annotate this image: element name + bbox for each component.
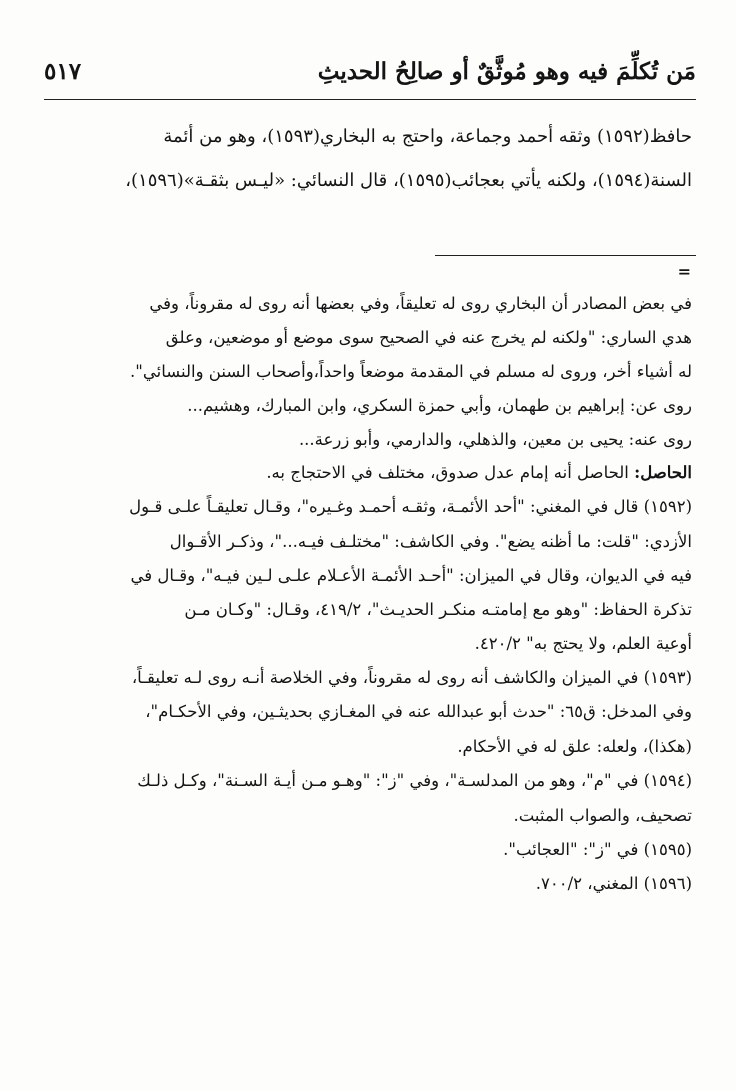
running-header xyxy=(44,58,696,92)
footnote-continuation-line: في بعض المصادر أن البخاري روى له تعليقاً، وفي بعضها أنه روى له مقروناً، وفي xyxy=(149,294,692,313)
footnote-separator xyxy=(435,255,696,256)
footnote-continuation-line: له أشياء أخر، وروى له مسلم في المقدمة موضعاً واحداً،وأصحاب السنن والنسائي". xyxy=(130,362,692,381)
footnote-1594-line: (١٥٩٤) في "م"، وهو من المدلسـة"، وفي "ز": "وهـو مـن أيـة السـنة"، وكـل ذلـك xyxy=(137,771,692,790)
footnote-1593-line: وفي المدخل: ق٦٥: "حدث أبو عبدالله عنه في المغـازي بحديثـين، وفي الأحكـام"، xyxy=(145,702,692,721)
main-text-line: السنة(١٥٩٤)، ولكنه يأتي بعجائب(١٥٩٥)، قال النسائي: «ليـس بثقـة»(١٥٩٦)، xyxy=(125,170,692,191)
continuation-mark: = xyxy=(677,262,691,281)
footnote-1593-line: (هكذا)، ولعله: علق له في الأحكام. xyxy=(457,737,692,756)
summary-line xyxy=(40,459,692,487)
summary-label: الحاصل: xyxy=(634,463,692,482)
summary-text: الحاصل أنه إمام عدل صدوق، مختلف في الاحتجاج به. xyxy=(266,463,635,482)
footnote-1592-line: أوعية العلم، ولا يحتج به" ٤٢٠/٢. xyxy=(474,634,692,653)
footnote-1593-line: (١٥٩٣) في الميزان والكاشف أنه روى له مقروناً، وفي الخلاصة أنـه روى لـه تعليقـاً، xyxy=(131,668,692,687)
footnote-1595-line: (١٥٩٥) في "ز": "العجائب". xyxy=(503,840,692,859)
main-text-line: حافظ(١٥٩٢) وثقه أحمد وجماعة، واحتج به البخاري(١٥٩٣)، وهو من أئمة xyxy=(163,126,692,147)
footnote-1594-line: تصحيف، والصواب المثبت. xyxy=(513,806,692,825)
footnote-1592-line: (١٥٩٢) قال في المغني: "أحد الأئمـة، وثقـه أحمـد وغـيره"، وقـال تعليقـاً علـى قـول xyxy=(129,497,692,516)
footnote-1596-line: (١٥٩٦) المغني، ٧٠٠/٢. xyxy=(535,874,692,893)
page-number: ٥١٧ xyxy=(44,58,82,85)
footnote-1592-line: فيه في الديوان، وقال في الميزان: "أحـد الأئمـة الأعـلام علـى لـين فيـه"، وقـال في xyxy=(130,566,692,585)
footnote-1592-line: تذكرة الحفاظ: "وهو مع إمامتـه منكـر الحديـث"، ٤١٩/٢، وقـال: "وكـان مـن xyxy=(184,600,692,619)
footnote-1592-line: الأزدي: "قلت: ما أظنه يضع". وفي الكاشف: "مختلـف فيـه..."، وذكـر الأقـوال xyxy=(169,532,692,551)
header-rule xyxy=(44,99,696,100)
footnote-continuation-line: روى عن: إبراهيم بن طهمان، وأبي حمزة السكري، وابن المبارك، وهشيم... xyxy=(187,396,692,415)
footnote-continuation-line: روى عنه: يحيى بن معين، والذهلي، والدارمي، وأبو زرعة... xyxy=(298,430,692,449)
header-title: مَن تُكلِّمَ فيه وهو مُوثَّقٌ أو صالِحُ الحديثِ xyxy=(317,58,696,85)
footnote-continuation-line: هدي الساري: "ولكنه لم يخرج عنه في الصحيح سوى موضع أو موضعين، وعلق xyxy=(165,328,692,347)
